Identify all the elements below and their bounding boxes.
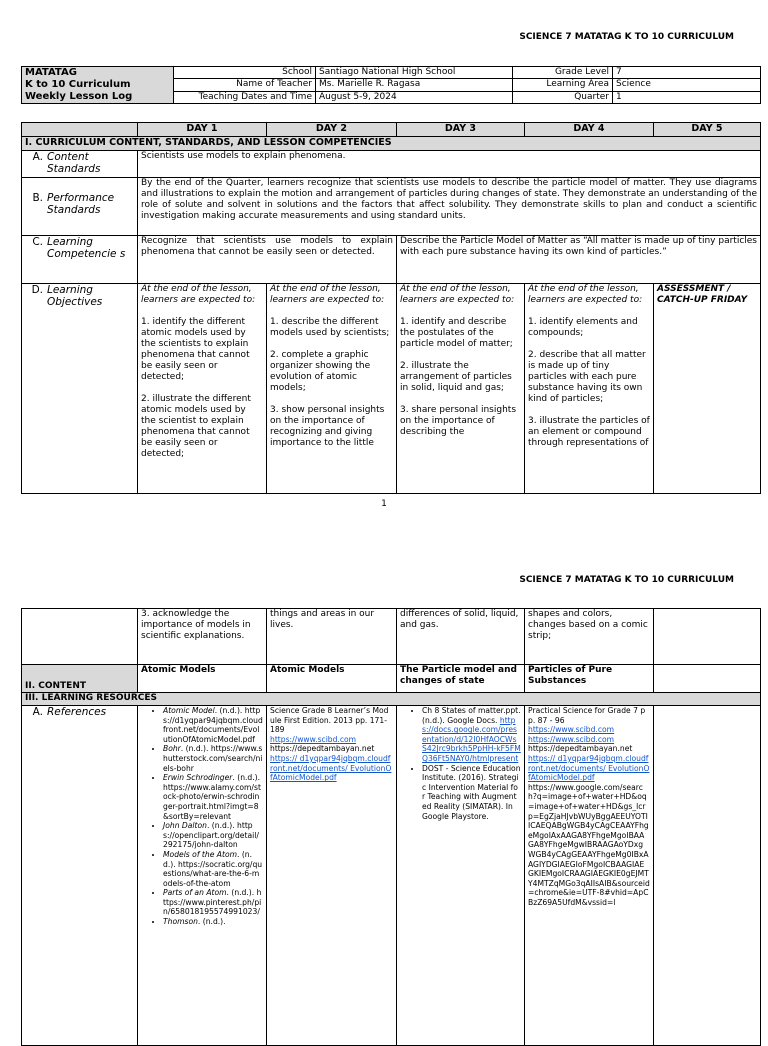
- content-standards-text: Scientists use models to explain phenomena.: [138, 151, 761, 178]
- references-day2: Science Grade 8 Learner’s Module First Edition. 2013 pp. 171- 189 https://www.scibd.com https://depedtambayan.net https:// d1yqpar94jqbqm.cloudfront.net/documents/ EvolutionOfAtomicModel.pdf: [267, 706, 397, 1046]
- reference-item: • Atomic Model. (n.d.). https://d1yqpar94jqbqm.cloudfront.net/documents/EvolutionOfAtomicModel.pdf: [163, 706, 263, 744]
- objectives-day4: At the end of the lesson, learners are expected to: 1. identify elements and compounds; 2. describe that all matter is made up of tiny particles with each pure substance having its own kind of particles; 3. illustrate the particles of an element or compound through representations of: [525, 284, 654, 494]
- objectives-day5: ASSESSMENT / CATCH-UP FRIDAY: [654, 284, 761, 494]
- day-header-5: DAY 5: [654, 123, 761, 137]
- day-header-1: DAY 1: [138, 123, 267, 137]
- lesson-table-page1: [21, 122, 761, 494]
- objectives-day1: At the end of the lesson, learners are expected to: 1. identify the different atomic models used by the scientists to explain phenomena that cannot be easily seen or detected; 2. illustrate the different atomic models used by the scientist to explain phenomena that cannot be easily seen or detected;: [138, 284, 267, 494]
- page-header-2: SCIENCE 7 MATATAG K TO 10 CURRICULUM: [519, 575, 734, 585]
- resources-section-title: III. LEARNING RESOURCES: [22, 693, 761, 706]
- reference-link[interactable]: https:// d1yqpar94jqbqm.cloudfront.net/documents/ EvolutionOfAtomicModel.pdf: [270, 753, 392, 783]
- references-label: A. References: [22, 706, 138, 1046]
- lesson-table-page2: [21, 608, 761, 1046]
- page-number: 1: [381, 499, 387, 509]
- performance-standards-label: B. Performance Standards: [22, 178, 138, 236]
- continuation-label-empty: [22, 609, 138, 665]
- continuation-day2: things and areas in our lives.: [267, 609, 397, 665]
- dates-value: August 5-9, 2024: [316, 91, 513, 103]
- continuation-day5: [654, 609, 761, 665]
- references-day5: [654, 706, 761, 1046]
- references-day3: [397, 706, 525, 1046]
- reference-item: • Parts of an Atom. (n.d.). https://www.pinterest.ph/pin/658018195574991023/: [163, 888, 263, 917]
- day-header-3: DAY 3: [397, 123, 525, 137]
- continuation-day4: shapes and colors, changes based on a comic strip;: [525, 609, 654, 665]
- continuation-day1: 3. acknowledge the importance of models in scientific explanations.: [138, 609, 267, 665]
- competency-days-1-2: Recognize that scientists use models to explain phenomena that cannot be easily seen or detected.: [138, 236, 397, 284]
- page-header: SCIENCE 7 MATATAG K TO 10 CURRICULUM: [519, 32, 734, 42]
- info-table: [21, 66, 761, 104]
- reference-link[interactable]: https://www.scibd.com: [270, 734, 357, 744]
- reference-item: • John Dalton. (n.d.). https://openclipart.org/detail/292175/john-dalton: [163, 821, 263, 850]
- references-day4: Practical Science for Grade 7 pp. 87 - 96 https://www.scibd.com https://www.scibd.com https://depedtambayan.net https:// d1yqpar94jqbqm.cloudfront.net/documents/ EvolutionOfAtomicModel.pdf https://www.google.com/search?q=image+of+water+HD&oq=image+of+water+HD&gs_lcrp=EgZjaHJvbWUyBggAEEUYOTIICAEQABgWGB4yCAgCEAAYFhgeMgoIAxAAGA8YFhgeMgoIBAAGA8YFhgeMgwIBRAAGAoYDxgWGB4yCAgGEAAYFhgeMg0IBxAAGIYDGIAEGIoFMgoICBAAGIAEGKIEMgoICRAAGIAEGKIE0gEJMTY4MTZqMGo3qAIIsAIB&sourceid=chrome&ie=UTF-8#vhid=ApCBzZ69A5UfdM&vssid=l: [525, 706, 654, 1046]
- learning-objectives-label: D. Learning Objectives: [22, 284, 138, 494]
- content-day4: Particles of Pure Substances: [525, 665, 654, 693]
- objectives-day2: At the end of the lesson, learners are expected to: 1. describe the different models used by scientists; 2. complete a graphic organizer showing the evolution of atomic models; 3. show personal insights on the importance of recognizing and giving importance to the little: [267, 284, 397, 494]
- content-day5: [654, 665, 761, 693]
- content-day3: The Particle model and changes of state: [397, 665, 525, 693]
- dates-label: Teaching Dates and Time: [174, 91, 316, 103]
- performance-standards-text: By the end of the Quarter, learners recognize that scientists use models to describe the particle model of matter. They use diagrams and illustrations to explain the motion and arrangement of particles during changes of state. They demonstrate an understanding of the role of solute and solvent in solutions and the factors that affect solubility. They demonstrate skills to plan and conduct a scientific investigation making accurate measurements and using standard units.: [138, 178, 761, 236]
- learning-competencies-label: C. Learning Competencie s: [22, 236, 138, 284]
- day-header-4: DAY 4: [525, 123, 654, 137]
- continuation-day3: differences of solid, liquid, and gas.: [397, 609, 525, 665]
- reference-item: • Erwin Schrodinger. (n.d.). https://www.alamy.com/stock-photo/erwin-schrodinger-portrait.html?imgt=8&sortBy=relevant: [163, 773, 263, 821]
- reference-item: • DOST - Science Education Institute. (2016). Strategic Intervention Material for Teaching with Augmented Reality (SIMATAR). In Google Playstore.: [422, 764, 521, 822]
- references-day1: [138, 706, 267, 1046]
- competency-days-3-5: Describe the Particle Model of Matter as “All matter is made up of tiny particles with each pure substance having its own kind of particles.”: [397, 236, 761, 284]
- reference-link[interactable]: https://www.scibd.com: [528, 725, 615, 735]
- reference-item: • Models of the Atom. (n.d.). https://socratic.org/questions/what-are-the-6-models-of-the-atom: [163, 850, 263, 888]
- quarter-label: Quarter: [513, 91, 613, 103]
- content-standards-label: A. Content Standards: [22, 151, 138, 178]
- area-label: Learning Area: [513, 79, 613, 91]
- section1-title: I. CURRICULUM CONTENT, STANDARDS, AND LESSON COMPETENCIES: [22, 137, 761, 151]
- log-title: MATATAG K to 10 Curriculum Weekly Lesson Log: [22, 67, 174, 104]
- grade-label: Grade Level: [513, 67, 613, 79]
- reference-link[interactable]: https:// d1yqpar94jqbqm.cloudfront.net/documents/ EvolutionOfAtomicModel.pdf: [528, 753, 650, 783]
- school-value: Santiago National High School: [316, 67, 513, 79]
- reference-link[interactable]: https://www.scibd.com: [528, 734, 615, 744]
- reference-link[interactable]: https://docs.google.com/presentation/d/12I0HfAOCWsS42Jrc9brkh5PpHH-kF5FMQ36Ft5NAY0/htmlpresent: [422, 715, 521, 763]
- day-header-empty: [22, 123, 138, 137]
- teacher-label: Name of Teacher: [174, 79, 316, 91]
- day-header-2: DAY 2: [267, 123, 397, 137]
- area-value: Science: [613, 79, 761, 91]
- content-day2: Atomic Models: [267, 665, 397, 693]
- quarter-value: 1: [613, 91, 761, 103]
- reference-item: • Thomson. (n.d.).: [163, 917, 263, 927]
- reference-item: • Bohr. (n.d.). https://www.shutterstock.com/search/niels-bohr: [163, 744, 263, 773]
- teacher-value: Ms. Marielle R. Ragasa: [316, 79, 513, 91]
- content-day1: Atomic Models: [138, 665, 267, 693]
- reference-item: • Ch 8 States of matter.ppt. (n.d.). Google Docs. https://docs.google.com/presentation/d/12I0HfAOCWsS42Jrc9brkh5PpHH-kF5FMQ36Ft5NAY0/htmlpresent: [422, 706, 521, 764]
- school-label: School: [174, 67, 316, 79]
- objectives-day3: At the end of the lesson, learners are expected to: 1. identify and describe the postulates of the particle model of matter; 2. illustrate the arrangement of particles in solid, liquid and gas; 3. share personal insights on the importance of describing the: [397, 284, 525, 494]
- grade-value: 7: [613, 67, 761, 79]
- content-section-label: II. CONTENT: [22, 665, 138, 693]
